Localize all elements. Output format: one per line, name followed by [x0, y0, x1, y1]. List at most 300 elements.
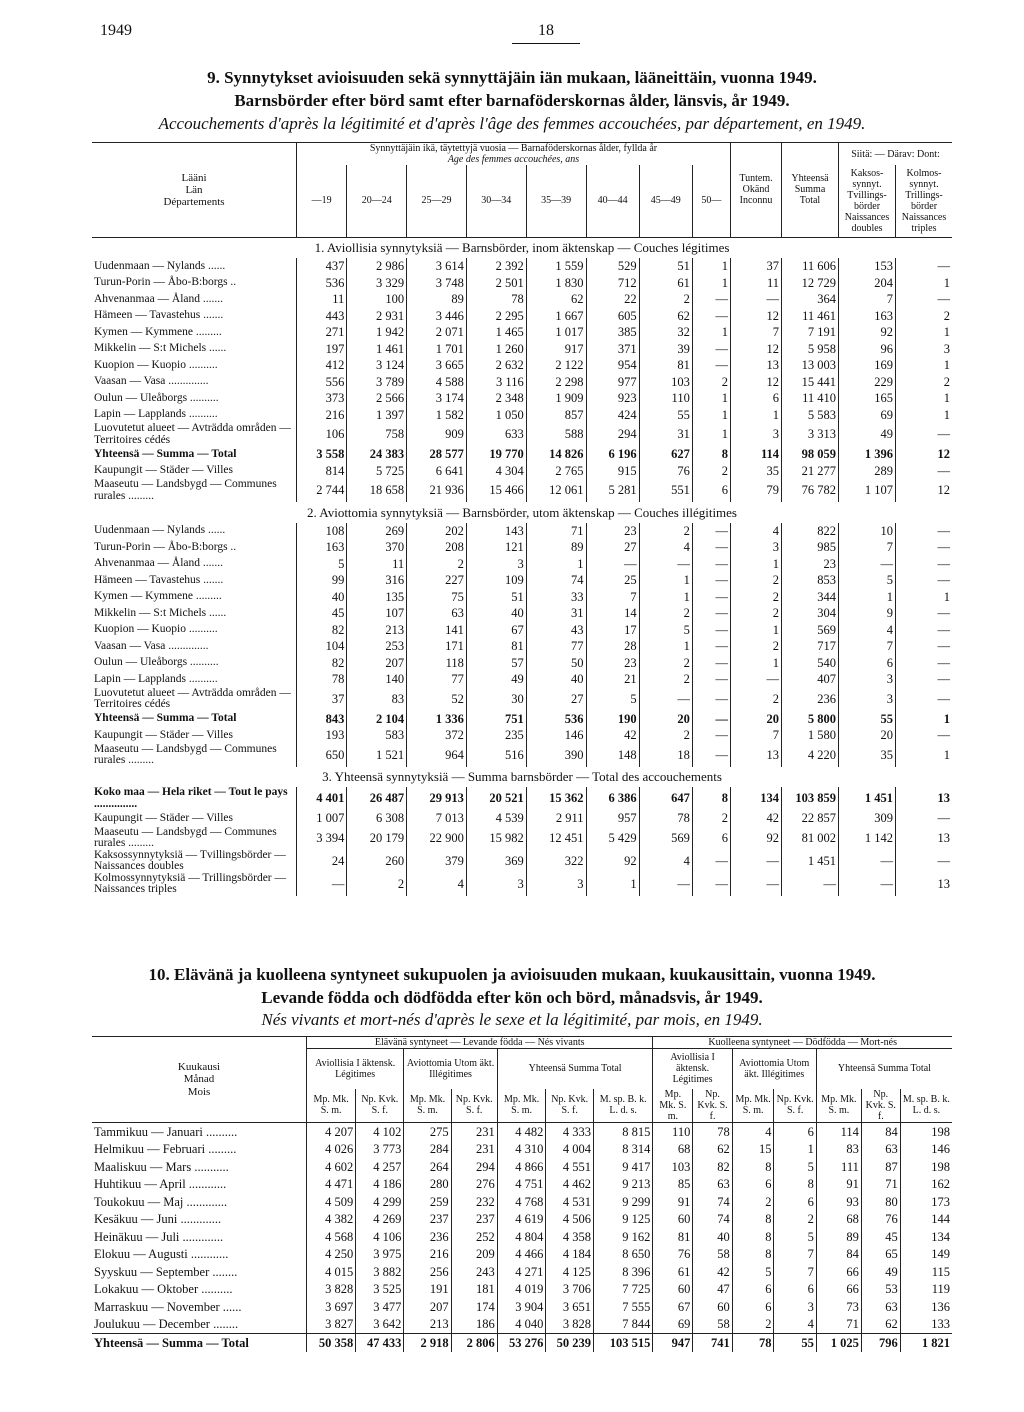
cell-value: 280 — [404, 1176, 451, 1194]
cell-value: 237 — [451, 1211, 497, 1229]
row-label: Kymen — Kymmene ......... — [94, 325, 222, 338]
cell-value: 235 — [466, 727, 526, 744]
cell-value: 1 451 — [782, 850, 839, 873]
page-year: 1949 — [100, 22, 132, 39]
cell-value: 4 471 — [307, 1176, 356, 1194]
cell-value: 62 — [861, 1316, 900, 1334]
cell-value: 4 004 — [546, 1141, 594, 1159]
cell-value: 372 — [407, 727, 467, 744]
cell-value: 11 606 — [782, 258, 839, 275]
cell-value: 1 — [586, 873, 639, 896]
cell-value: 3 558 — [297, 446, 347, 463]
cell-value: 6 — [774, 1281, 816, 1299]
cell-value: 569 — [782, 622, 839, 639]
cell-value: 8 396 — [593, 1263, 652, 1281]
cell-value: — — [692, 341, 730, 358]
table-row — [92, 671, 952, 688]
age-col-3: 30—34 — [466, 165, 526, 237]
cell-value: 24 — [297, 850, 347, 873]
cell-value: — — [731, 671, 782, 688]
cell-value: 2 931 — [347, 308, 407, 325]
table-row — [92, 258, 952, 275]
row-label: Maaliskuu — Mars ........... — [94, 1159, 229, 1174]
cell-value: 43 — [526, 622, 586, 639]
dead-legit: Aviollisia I äktensk. Légitimes — [653, 1049, 732, 1089]
cell-value: 4 310 — [497, 1141, 546, 1159]
cell-value: 4 106 — [356, 1228, 404, 1246]
cell-value: 4 602 — [307, 1158, 356, 1176]
cell-value: 31 — [526, 605, 586, 622]
cell-value: 2 501 — [466, 275, 526, 292]
cell-value: 111 — [816, 1158, 861, 1176]
row-label: Mikkelin — S:t Michels ...... — [94, 606, 227, 619]
row-label: Yhteensä — Summa — Total — [94, 447, 237, 460]
table10 — [92, 1036, 952, 1352]
cell-value: 57 — [466, 655, 526, 672]
cell-value: — — [692, 605, 730, 622]
cell-value: 1 — [526, 556, 586, 573]
cell-value: 47 433 — [356, 1334, 404, 1352]
cell-value: 4 269 — [356, 1211, 404, 1229]
cell-value: 80 — [861, 1193, 900, 1211]
table9-col-label: Lääni Län Départements — [163, 171, 225, 208]
cell-value: 83 — [347, 688, 407, 711]
cell-value: 92 — [839, 324, 896, 341]
cell-value: 96 — [839, 341, 896, 358]
cell-value: 540 — [782, 655, 839, 672]
cell-value: 89 — [526, 539, 586, 556]
cell-value: 12 451 — [526, 827, 586, 850]
cell-value: 74 — [526, 572, 586, 589]
cell-value: 110 — [653, 1123, 693, 1141]
cell-value: 50 358 — [307, 1334, 356, 1352]
cell-value: 22 857 — [782, 810, 839, 827]
cell-value: 78 — [639, 810, 692, 827]
cell-value: 47 — [693, 1281, 732, 1299]
cell-value: 216 — [404, 1246, 451, 1264]
cell-value: 76 — [861, 1211, 900, 1229]
cell-value: 85 — [653, 1176, 693, 1194]
cell-value: 7 725 — [593, 1281, 652, 1299]
sub-kvk: Np. Kvk. S. f. — [356, 1089, 404, 1123]
cell-value: 4 — [732, 1123, 774, 1141]
cell-value: 569 — [639, 827, 692, 850]
cell-value: 2 — [731, 638, 782, 655]
table-row — [92, 688, 952, 711]
cell-value: — — [586, 556, 639, 573]
cell-value: 42 — [693, 1263, 732, 1281]
cell-value: 3 882 — [356, 1263, 404, 1281]
cell-value: 3 665 — [407, 357, 467, 374]
cell-value: 209 — [451, 1246, 497, 1264]
cell-value: 103 — [639, 374, 692, 391]
cell-value: 77 — [526, 638, 586, 655]
cell-value: 7 — [731, 727, 782, 744]
cell-value: 104 — [297, 638, 347, 655]
cell-value: 13 — [731, 744, 782, 767]
cell-value: 26 487 — [347, 787, 407, 810]
cell-value: 237 — [404, 1211, 451, 1229]
cell-value: 20 — [639, 711, 692, 728]
cell-value: 50 239 — [546, 1334, 594, 1352]
cell-value: 4 768 — [497, 1193, 546, 1211]
cell-value: 2 298 — [526, 374, 586, 391]
row-label: Turun-Porin — Åbo-B:borgs .. — [94, 276, 237, 288]
table-row — [92, 1123, 952, 1141]
cell-value: 20 179 — [347, 827, 407, 850]
table-row — [92, 589, 952, 606]
cell-value: 2 — [731, 572, 782, 589]
cell-value: 373 — [297, 390, 347, 407]
living-illegit: Aviottomia Utom äkt. Illégitimes — [404, 1049, 497, 1089]
sub-mk: Mp. Mk. S. m. — [307, 1089, 356, 1123]
section-heading: 2. Aviottomia synnytyksiä — Barnsbörder, utom äktenskap — Couches illégitimes — [307, 504, 737, 520]
cell-value: 55 — [839, 711, 896, 728]
cell-value: — — [896, 523, 953, 540]
cell-value: 10 — [839, 523, 896, 540]
cell-value: 40 — [466, 605, 526, 622]
cell-value: 71 — [526, 523, 586, 540]
cell-value: 796 — [861, 1334, 900, 1352]
cell-value: 264 — [404, 1158, 451, 1176]
cell-value: 146 — [526, 727, 586, 744]
cell-value: 35 — [731, 463, 782, 480]
cell-value: 67 — [653, 1298, 693, 1316]
cell-value: 81 002 — [782, 827, 839, 850]
cell-value: 2 — [692, 463, 730, 480]
cell-value: 60 — [693, 1298, 732, 1316]
table-row — [92, 1298, 952, 1316]
cell-value: 1 — [692, 423, 730, 446]
cell-value: 1 942 — [347, 324, 407, 341]
cell-value: 8 — [692, 787, 730, 810]
cell-value: 2 — [639, 671, 692, 688]
table-row — [92, 1316, 952, 1334]
table10-title-fr: Nés vivants et mort-nés d'après le sexe et la légitimité, par mois, en 1949. — [261, 1010, 763, 1029]
cell-value: 3 651 — [546, 1298, 594, 1316]
cell-value: 9 417 — [593, 1158, 652, 1176]
cell-value: 21 936 — [407, 479, 467, 502]
table-row — [92, 850, 952, 873]
cell-value: 2 122 — [526, 357, 586, 374]
row-label: Kolmossynnytyksiä — Trillingsbörder — Naissances triples — [94, 871, 287, 895]
cell-value: 91 — [816, 1176, 861, 1194]
cell-value: 443 — [297, 308, 347, 325]
cell-value: 7 — [731, 324, 782, 341]
cell-value: 1 582 — [407, 407, 467, 424]
table-row — [92, 1246, 952, 1264]
cell-value: — — [731, 873, 782, 896]
cell-value: 3 — [731, 539, 782, 556]
row-label: Vaasan — Vasa .............. — [94, 375, 209, 387]
cell-value: 63 — [407, 605, 467, 622]
cell-value: 12 729 — [782, 275, 839, 292]
cell-value: 309 — [839, 810, 896, 827]
cell-value: 106 — [297, 423, 347, 446]
sub-mk: Mp. Mk. S. m. — [816, 1089, 861, 1123]
cell-value: 2 392 — [466, 258, 526, 275]
table-row — [92, 523, 952, 540]
cell-value: 536 — [297, 275, 347, 292]
cell-value: — — [692, 671, 730, 688]
cell-value: 4 509 — [307, 1193, 356, 1211]
cell-value: 68 — [653, 1141, 693, 1159]
cell-value: 6 641 — [407, 463, 467, 480]
cell-value: — — [692, 622, 730, 639]
cell-value: 35 — [839, 744, 896, 767]
table9-body — [92, 237, 952, 896]
cell-value: 1 — [896, 275, 953, 292]
cell-value: 954 — [586, 357, 639, 374]
row-label: Elokuu — Augusti ............ — [94, 1247, 229, 1261]
cell-value: 20 — [839, 727, 896, 744]
cell-value: 4 588 — [407, 374, 467, 391]
table-row — [92, 1158, 952, 1176]
cell-value: 181 — [451, 1281, 497, 1299]
cell-value: 12 — [731, 308, 782, 325]
row-label: Ahvenanmaa — Åland ....... — [94, 557, 224, 569]
dead-illegit: Aviottomia Utom äkt. Illégitimes — [732, 1049, 816, 1089]
cell-value: 2 911 — [526, 810, 586, 827]
cell-value: 269 — [347, 523, 407, 540]
total-header: Yhteensä Summa Total — [782, 143, 839, 238]
cell-value: 81 — [466, 638, 526, 655]
cell-value: 50 — [526, 655, 586, 672]
cell-value: 4 250 — [307, 1246, 356, 1264]
cell-value: 51 — [639, 258, 692, 275]
cell-value: 6 308 — [347, 810, 407, 827]
cell-value: 78 — [297, 671, 347, 688]
cell-value: 103 — [653, 1158, 693, 1176]
row-label: Turun-Porin — Åbo-B:borgs .. — [94, 540, 237, 553]
cell-value: 3 — [466, 873, 526, 896]
cell-value: 3 642 — [356, 1316, 404, 1334]
cell-value: 275 — [404, 1123, 451, 1141]
cell-value: 71 — [861, 1176, 900, 1194]
cell-value: 4 539 — [466, 810, 526, 827]
cell-value: — — [692, 711, 730, 728]
cell-value: 985 — [782, 539, 839, 556]
cell-value: 1 007 — [297, 810, 347, 827]
cell-value: 11 — [297, 291, 347, 308]
cell-value: 2 — [347, 873, 407, 896]
row-label: Kymen — Kymmene ......... — [94, 590, 222, 602]
cell-value: 6 — [774, 1123, 816, 1141]
sub-kvk: Np. Kvk. S. f. — [546, 1089, 594, 1123]
cell-value: 1 909 — [526, 390, 586, 407]
cell-value: 556 — [297, 374, 347, 391]
cell-value: 8 — [732, 1246, 774, 1264]
cell-value: 82 — [297, 622, 347, 639]
cell-value: 1 142 — [839, 827, 896, 850]
row-label: Maaseutu — Landsbygd — Communes rurales ......... — [94, 825, 277, 849]
cell-value: 369 — [466, 850, 526, 873]
cell-value: 100 — [347, 291, 407, 308]
cell-value: — — [896, 258, 953, 275]
row-label: Hämeen — Tavastehus ....... — [94, 309, 224, 321]
cell-value: — — [896, 423, 953, 446]
cell-value: 134 — [731, 787, 782, 810]
cell-value: — — [896, 671, 953, 688]
cell-value: 4 125 — [546, 1263, 594, 1281]
cell-value: 2 — [731, 688, 782, 711]
cell-value: 304 — [782, 605, 839, 622]
cell-value: 66 — [816, 1263, 861, 1281]
row-label: Oulun — Uleåborgs .......... — [94, 656, 219, 668]
table-row — [92, 390, 952, 407]
cell-value: 6 — [692, 479, 730, 502]
cell-value: 605 — [586, 308, 639, 325]
cell-value: 28 577 — [407, 446, 467, 463]
cell-value: 186 — [451, 1316, 497, 1334]
cell-value: 23 — [586, 655, 639, 672]
cell-value: 2 — [639, 727, 692, 744]
cell-value: 37 — [731, 258, 782, 275]
cell-value: 4 — [774, 1316, 816, 1334]
cell-value: 909 — [407, 423, 467, 446]
table-row — [92, 1211, 952, 1229]
cell-value: 857 — [526, 407, 586, 424]
cell-value: 51 — [466, 589, 526, 606]
cell-value: 2 — [896, 308, 953, 325]
age-col-5: 40—44 — [586, 165, 639, 237]
table-row — [92, 291, 952, 308]
cell-value: 4 207 — [307, 1123, 356, 1141]
cell-value: 84 — [816, 1246, 861, 1264]
cell-value: 284 — [404, 1141, 451, 1159]
cell-value: 190 — [586, 711, 639, 728]
cell-value: 7 555 — [593, 1298, 652, 1316]
cell-value: 22 — [586, 291, 639, 308]
cell-value: 92 — [731, 827, 782, 850]
table-row — [92, 1281, 952, 1299]
cell-value: 1 260 — [466, 341, 526, 358]
row-label: Maaseutu — Landsbygd — Communes rurales ......... — [94, 742, 277, 766]
cell-value: 55 — [774, 1334, 816, 1352]
cell-value: — — [692, 727, 730, 744]
table-row — [92, 341, 952, 358]
cell-value: 216 — [297, 407, 347, 424]
cell-value: 76 — [653, 1246, 693, 1264]
cell-value: 231 — [451, 1123, 497, 1141]
cell-value: 2 — [692, 810, 730, 827]
row-label: Lokakuu — Oktober .......... — [94, 1282, 233, 1296]
cell-value: 91 — [653, 1193, 693, 1211]
cell-value: 12 — [731, 341, 782, 358]
cell-value: — — [692, 556, 730, 573]
table-row — [92, 539, 952, 556]
cell-value: 103 859 — [782, 787, 839, 810]
cell-value: 3 — [466, 556, 526, 573]
cell-value: 6 — [839, 655, 896, 672]
table-row — [92, 479, 952, 502]
table10-body — [92, 1123, 952, 1352]
cell-value: 45 — [297, 605, 347, 622]
row-label: Heinäkuu — Juli ............. — [94, 1229, 224, 1244]
cell-value: 114 — [816, 1123, 861, 1141]
cell-value: 1 830 — [526, 275, 586, 292]
cell-value: 260 — [347, 850, 407, 873]
cell-value: 6 386 — [586, 787, 639, 810]
cell-value: 1 050 — [466, 407, 526, 424]
cell-value: 2 — [639, 523, 692, 540]
row-label: Mikkelin — S:t Michels ...... — [94, 342, 227, 354]
row-label: Joulukuu — December ........ — [94, 1317, 239, 1331]
cell-value: 1 107 — [839, 479, 896, 502]
cell-value: 385 — [586, 324, 639, 341]
sub-kvk: Np. Kvk. S. f. — [693, 1089, 732, 1123]
cell-value: 53 — [861, 1281, 900, 1299]
cell-value: 2 918 — [404, 1334, 451, 1352]
cell-value: — — [692, 589, 730, 606]
cell-value: 68 — [816, 1211, 861, 1229]
cell-value: 163 — [839, 308, 896, 325]
cell-value: 7 — [839, 638, 896, 655]
cell-value: 529 — [586, 258, 639, 275]
cell-value: 84 — [861, 1123, 900, 1141]
cell-value: 115 — [900, 1263, 952, 1281]
cell-value: 15 441 — [782, 374, 839, 391]
cell-value: — — [639, 688, 692, 711]
cell-value: — — [896, 463, 953, 480]
cell-value: 18 658 — [347, 479, 407, 502]
cell-value: 2 — [639, 605, 692, 622]
cell-value: 78 — [466, 291, 526, 308]
cell-value: — — [692, 291, 730, 308]
cell-value: 40 — [526, 671, 586, 688]
cell-value: — — [692, 523, 730, 540]
cell-value: 39 — [639, 341, 692, 358]
cell-value: 21 — [586, 671, 639, 688]
cell-value: 4 — [407, 873, 467, 896]
cell-value: 65 — [861, 1246, 900, 1264]
cell-value: 583 — [347, 727, 407, 744]
cell-value: 144 — [900, 1211, 952, 1229]
row-label: Lapin — Lapplands .......... — [94, 408, 218, 420]
cell-value: 5 429 — [586, 827, 639, 850]
cell-value: 61 — [639, 275, 692, 292]
cell-value: 21 277 — [782, 463, 839, 480]
cell-value: 3 975 — [356, 1246, 404, 1264]
cell-value: 20 — [731, 711, 782, 728]
cell-value: 412 — [297, 357, 347, 374]
cell-value: 169 — [839, 357, 896, 374]
cell-value: 2 — [732, 1316, 774, 1334]
table9-title-fi: 9. Synnytykset avioisuuden sekä synnyttäjäin iän mukaan, lääneittäin, vuonna 1949. — [207, 68, 817, 87]
cell-value: 134 — [900, 1228, 952, 1246]
cell-value: 4 257 — [356, 1158, 404, 1176]
cell-value: 146 — [900, 1141, 952, 1159]
cell-value: 213 — [347, 622, 407, 639]
cell-value: 3 828 — [546, 1316, 594, 1334]
cell-value: 208 — [407, 539, 467, 556]
cell-value: 173 — [900, 1193, 952, 1211]
age-col-6: 45—49 — [639, 165, 692, 237]
cell-value: — — [692, 744, 730, 767]
cell-value: 915 — [586, 463, 639, 480]
sub-mk: Mp. Mk. S. m. — [732, 1089, 774, 1123]
cell-value: 110 — [639, 390, 692, 407]
cell-value: 917 — [526, 341, 586, 358]
table9 — [92, 142, 952, 896]
cell-value: 1 580 — [782, 727, 839, 744]
cell-value: 3 — [896, 341, 953, 358]
table-row — [92, 827, 952, 850]
cell-value: 55 — [639, 407, 692, 424]
cell-value: 1 — [639, 572, 692, 589]
cell-value: 15 — [732, 1141, 774, 1159]
cell-value: 149 — [900, 1246, 952, 1264]
